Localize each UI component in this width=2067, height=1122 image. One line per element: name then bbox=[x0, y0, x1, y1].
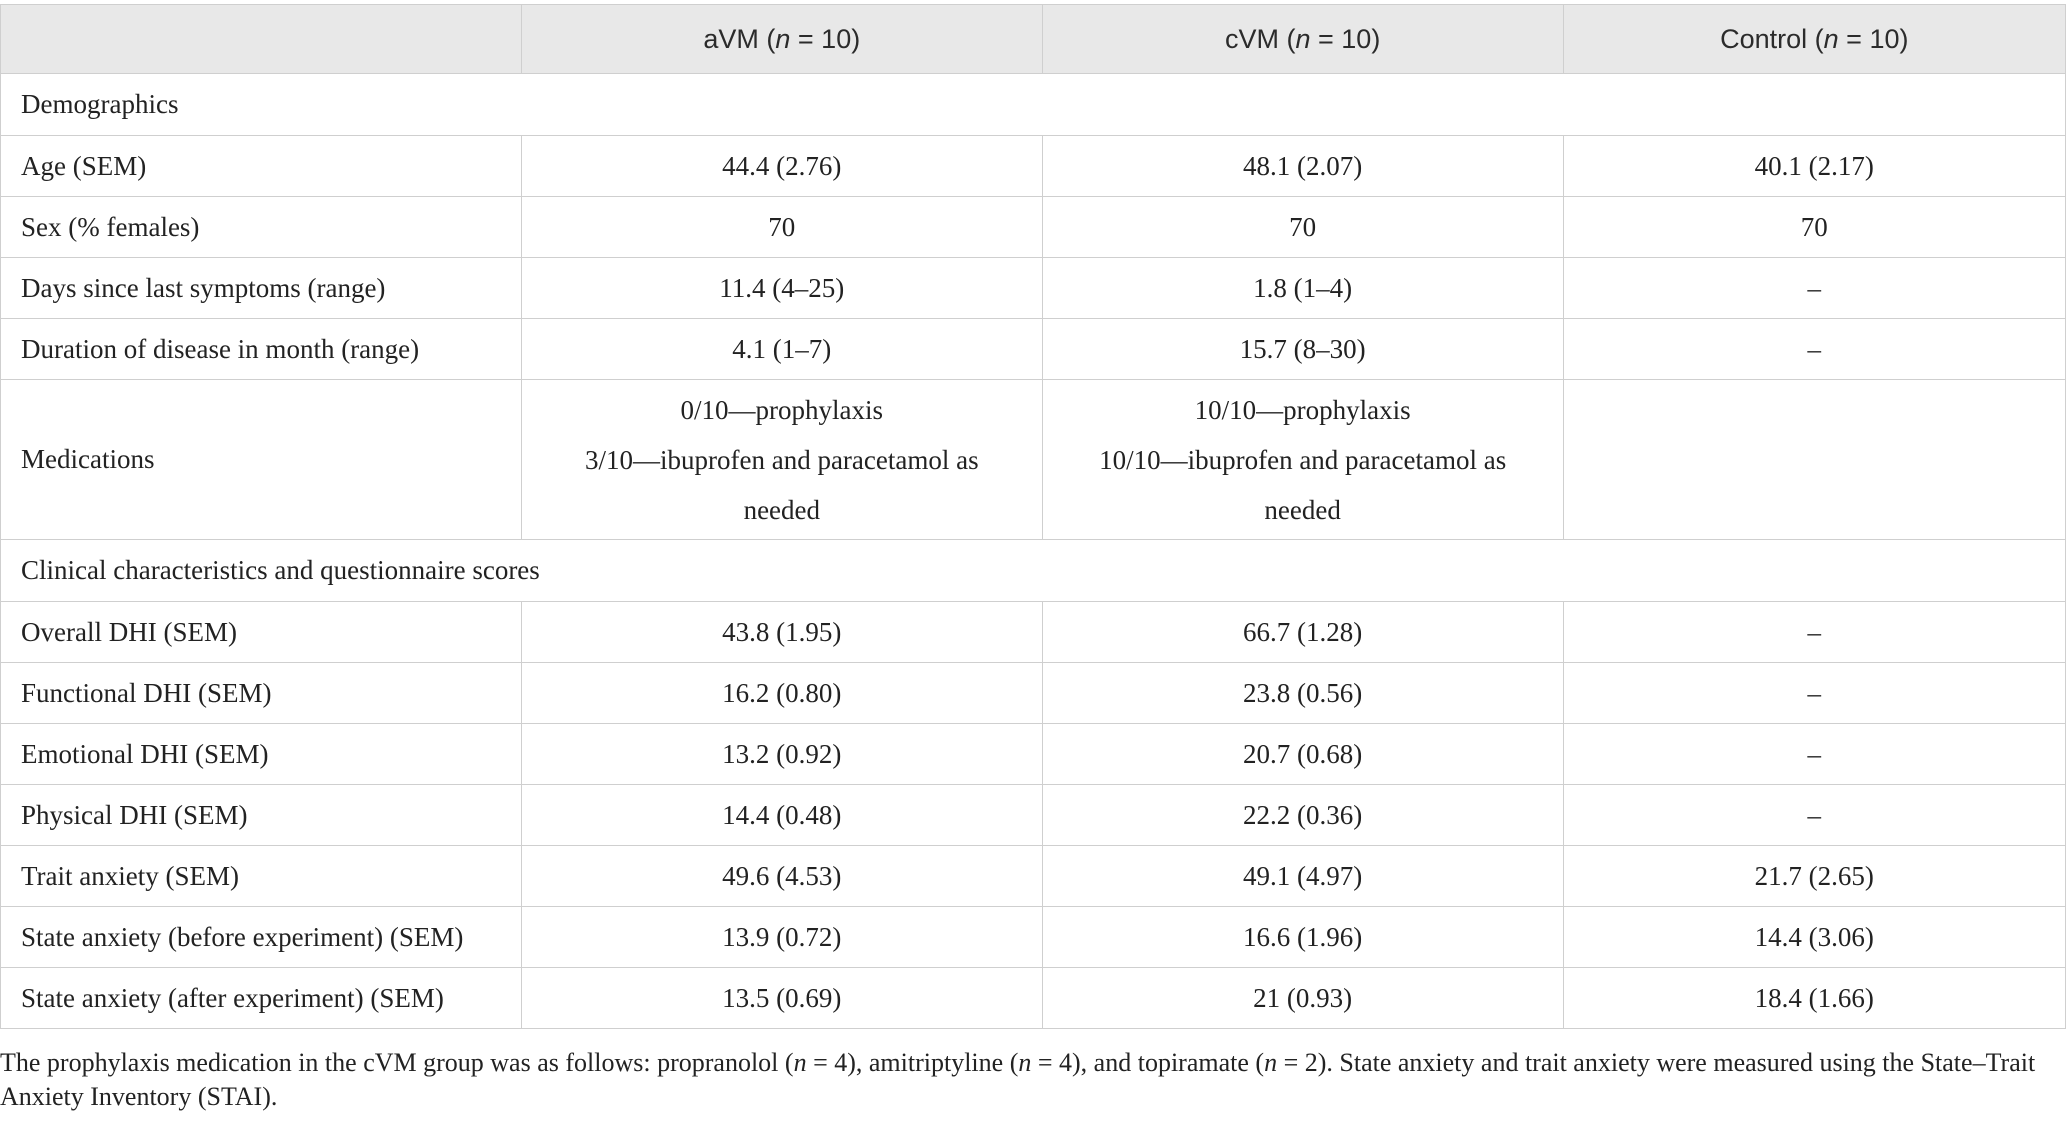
cell-avm: 13.9 (0.72) bbox=[521, 907, 1042, 968]
cell-avm: 43.8 (1.95) bbox=[521, 602, 1042, 663]
cell-cvm: 23.8 (0.56) bbox=[1042, 663, 1563, 724]
section-row-clinical bbox=[1, 540, 2066, 602]
med-line: needed bbox=[1264, 494, 1341, 525]
section-title: Clinical characteristics and questionnaire scores bbox=[1, 540, 2066, 602]
cell-cvm: 21 (0.93) bbox=[1042, 968, 1563, 1029]
cell-control: – bbox=[1563, 258, 2065, 319]
cell-avm: 44.4 (2.76) bbox=[521, 136, 1042, 197]
cell-cvm: 1.8 (1–4) bbox=[1042, 258, 1563, 319]
cell-cvm bbox=[1042, 380, 1563, 540]
table-row-state-anxiety-before bbox=[1, 907, 2066, 968]
table-row-days-since-symptoms bbox=[1, 258, 2066, 319]
cell-control: – bbox=[1563, 602, 2065, 663]
table-header-row bbox=[1, 5, 2066, 74]
table-row-overall-dhi bbox=[1, 602, 2066, 663]
table-row-age bbox=[1, 136, 2066, 197]
table-row-functional-dhi bbox=[1, 663, 2066, 724]
table-row-physical-dhi bbox=[1, 785, 2066, 846]
cell-cvm: 49.1 (4.97) bbox=[1042, 846, 1563, 907]
row-label: Sex (% females) bbox=[1, 197, 522, 258]
section-row-demographics bbox=[1, 74, 2066, 136]
cell-control: – bbox=[1563, 663, 2065, 724]
row-label: Medications bbox=[1, 380, 522, 540]
header-avm: aVM (n = 10) bbox=[521, 5, 1042, 74]
cell-avm bbox=[521, 380, 1042, 540]
cell-control: 40.1 (2.17) bbox=[1563, 136, 2065, 197]
header-control: Control (n = 10) bbox=[1563, 5, 2065, 74]
table-row-emotional-dhi bbox=[1, 724, 2066, 785]
cell-avm: 49.6 (4.53) bbox=[521, 846, 1042, 907]
row-label: Functional DHI (SEM) bbox=[1, 663, 522, 724]
cell-avm: 13.2 (0.92) bbox=[521, 724, 1042, 785]
row-label: Age (SEM) bbox=[1, 136, 522, 197]
table-row-trait-anxiety bbox=[1, 846, 2066, 907]
row-label: Trait anxiety (SEM) bbox=[1, 846, 522, 907]
cell-avm: 14.4 (0.48) bbox=[521, 785, 1042, 846]
cell-control bbox=[1563, 380, 2065, 540]
table-row-medications bbox=[1, 380, 2066, 540]
cell-control: – bbox=[1563, 785, 2065, 846]
cell-cvm: 20.7 (0.68) bbox=[1042, 724, 1563, 785]
cell-cvm: 48.1 (2.07) bbox=[1042, 136, 1563, 197]
table-row-duration bbox=[1, 319, 2066, 380]
med-line: 0/10—prophylaxis bbox=[680, 394, 884, 425]
table-footnote: The prophylaxis medication in the cVM group was as follows: propranolol (n = 4), amitriptyline (n = 4), and topiramate (n = 2). State anxiety and trait anxiety were measured using the State–Trait Anxiety Inventory (STAI). bbox=[0, 1048, 2036, 1111]
table-container bbox=[0, 4, 2067, 1029]
cell-control: – bbox=[1563, 724, 2065, 785]
cell-avm: 4.1 (1–7) bbox=[521, 319, 1042, 380]
cell-avm: 70 bbox=[521, 197, 1042, 258]
row-label: Emotional DHI (SEM) bbox=[1, 724, 522, 785]
patient-characteristics-table bbox=[0, 4, 2066, 1029]
section-title: Demographics bbox=[1, 74, 2066, 136]
cell-control: 70 bbox=[1563, 197, 2065, 258]
row-label: State anxiety (before experiment) (SEM) bbox=[1, 907, 522, 968]
cell-avm: 11.4 (4–25) bbox=[521, 258, 1042, 319]
cell-cvm: 16.6 (1.96) bbox=[1042, 907, 1563, 968]
row-label: Overall DHI (SEM) bbox=[1, 602, 522, 663]
cell-control: 14.4 (3.06) bbox=[1563, 907, 2065, 968]
cell-cvm: 70 bbox=[1042, 197, 1563, 258]
cell-cvm: 66.7 (1.28) bbox=[1042, 602, 1563, 663]
cell-control: 21.7 (2.65) bbox=[1563, 846, 2065, 907]
row-label: Duration of disease in month (range) bbox=[1, 319, 522, 380]
cell-avm: 16.2 (0.80) bbox=[521, 663, 1042, 724]
cell-avm: 13.5 (0.69) bbox=[521, 968, 1042, 1029]
med-line: 3/10—ibuprofen and paracetamol as bbox=[584, 444, 979, 475]
med-line: 10/10—ibuprofen and paracetamol as bbox=[1099, 444, 1507, 475]
med-line: needed bbox=[743, 494, 821, 525]
cell-control: – bbox=[1563, 319, 2065, 380]
table-row-state-anxiety-after bbox=[1, 968, 2066, 1029]
cell-cvm: 22.2 (0.36) bbox=[1042, 785, 1563, 846]
row-label: Physical DHI (SEM) bbox=[1, 785, 522, 846]
med-line: 10/10—prophylaxis bbox=[1194, 394, 1411, 425]
cell-control: 18.4 (1.66) bbox=[1563, 968, 2065, 1029]
row-label: Days since last symptoms (range) bbox=[1, 258, 522, 319]
header-empty bbox=[1, 5, 522, 74]
cell-cvm: 15.7 (8–30) bbox=[1042, 319, 1563, 380]
row-label: State anxiety (after experiment) (SEM) bbox=[1, 968, 522, 1029]
header-cvm: cVM (n = 10) bbox=[1042, 5, 1563, 74]
table-row-sex bbox=[1, 197, 2066, 258]
